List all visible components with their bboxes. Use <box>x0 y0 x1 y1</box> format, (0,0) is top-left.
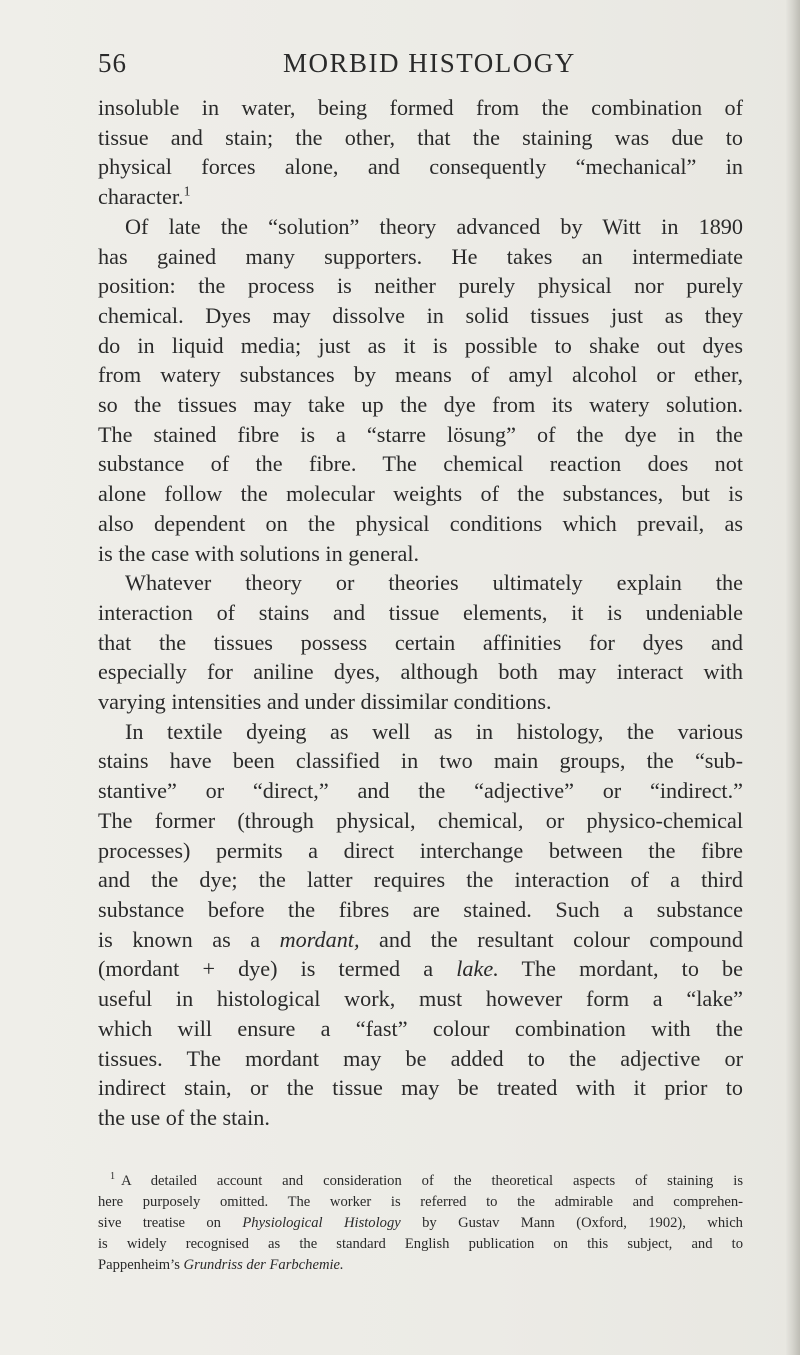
text-span: character. <box>98 184 184 210</box>
footnote <box>98 1171 743 1276</box>
text-line: position: the process is neither purely physical nor purely <box>98 273 743 299</box>
text-line: from watery substances by means of amyl alcohol or ether, <box>98 362 743 388</box>
text-line: In textile dyeing as well as in histology, the various <box>125 718 743 744</box>
text-line: which will ensure a “fast” colour combination with the <box>98 1015 743 1041</box>
text-line: and the dye; the latter requires the interaction of a third <box>98 867 743 893</box>
page-edge-shadow <box>786 0 800 1355</box>
text-line: chemical. Dyes may dissolve in solid tissues just as they <box>98 302 743 328</box>
text-span: sive treatise on <box>98 1215 221 1232</box>
text-line: The stained fibre is a “starre lösung” of the dye in the <box>98 421 743 447</box>
text-line: indirect stain, or the tissue may be treated with it prior to <box>98 1075 743 1101</box>
text-line: alone follow the molecular weights of the substances, but is <box>98 481 743 507</box>
book-title: Grundriss der Farbchemie. <box>183 1257 344 1274</box>
text-line: substance before the fibres are stained. Such a substance <box>98 896 743 922</box>
text-line: so the tissues may take up the dye from its watery solution. <box>98 392 743 418</box>
text-line <box>98 954 743 984</box>
text-line: stains have been classified in two main groups, the “sub- <box>98 748 743 774</box>
text-span: (mordant + dye) is termed a <box>98 956 434 982</box>
text-line: Whatever theory or theories ultimately explain the <box>125 570 743 596</box>
text-line: especially for aniline dyes, although both may interact with <box>98 659 743 685</box>
footnote-line <box>98 1213 743 1234</box>
text-line: interaction of stains and tissue elements, it is undeniable <box>98 599 743 625</box>
text-span: by Gustav Mann (Oxford, 1902), which <box>422 1215 743 1232</box>
text-line: physical forces alone, and consequently “mechanical” in <box>98 154 743 180</box>
text-span: is known as a <box>98 926 261 952</box>
running-title: MORBID HISTOLOGY <box>283 48 576 78</box>
text-line: is the case with solutions in general. <box>98 540 420 566</box>
text-line: tissue and stain; the other, that the staining was due to <box>98 124 743 150</box>
footnote-line <box>98 1171 743 1192</box>
footnote-reference: 1 <box>183 183 191 199</box>
footnote-line <box>98 1255 743 1276</box>
text-line: do in liquid media; just as it is possible to shake out dyes <box>98 332 743 358</box>
book-title: Physiological Histology <box>242 1215 401 1232</box>
text-line: that the tissues possess certain affinities for dyes and <box>98 629 743 655</box>
text-line: varying intensities and under dissimilar conditions. <box>98 689 552 715</box>
text-line: the use of the stain. <box>98 1104 270 1130</box>
footnote-line: here purposely omitted. The worker is referred to the admirable and comprehen- <box>98 1194 743 1211</box>
text-line: has gained many supporters. He takes an intermediate <box>98 243 743 269</box>
text-line: processes) permits a direct interchange between the fibre <box>98 837 743 863</box>
text-span: and the resultant colour compound <box>379 926 743 952</box>
text-line <box>98 182 743 212</box>
text-line: also dependent on the physical conditions which prevail, as <box>98 510 743 536</box>
text-line: useful in histological work, must however form a “lake” <box>98 986 743 1012</box>
text-line: The former (through physical, chemical, or physico-chemical <box>98 807 743 833</box>
text-line: Of late the “solution” theory advanced by Witt in 1890 <box>125 213 743 239</box>
text-line: tissues. The mordant may be added to the adjective or <box>98 1045 743 1071</box>
text-line <box>98 925 743 955</box>
text-span: The mordant, to be <box>521 956 744 982</box>
footnote-line: is widely recognised as the standard English publication on this subject, and to <box>98 1236 743 1253</box>
text-line: stantive” or “direct,” and the “adjective” or “indirect.” <box>98 778 743 804</box>
body-text <box>98 93 743 1133</box>
text-line: insoluble in water, being formed from the combination of <box>98 95 743 120</box>
page-number: 56 <box>98 48 127 78</box>
text-span: A detailed account and consideration of the theoretical aspects of staining is <box>121 1173 743 1189</box>
term-mordant: mordant, <box>279 926 360 952</box>
page-header <box>98 48 738 88</box>
footnote-marker: 1 <box>110 1171 116 1183</box>
term-lake: lake. <box>456 956 499 982</box>
text-line: substance of the fibre. The chemical reaction does not <box>98 451 743 477</box>
text-span: Pappenheim’s <box>98 1257 180 1274</box>
